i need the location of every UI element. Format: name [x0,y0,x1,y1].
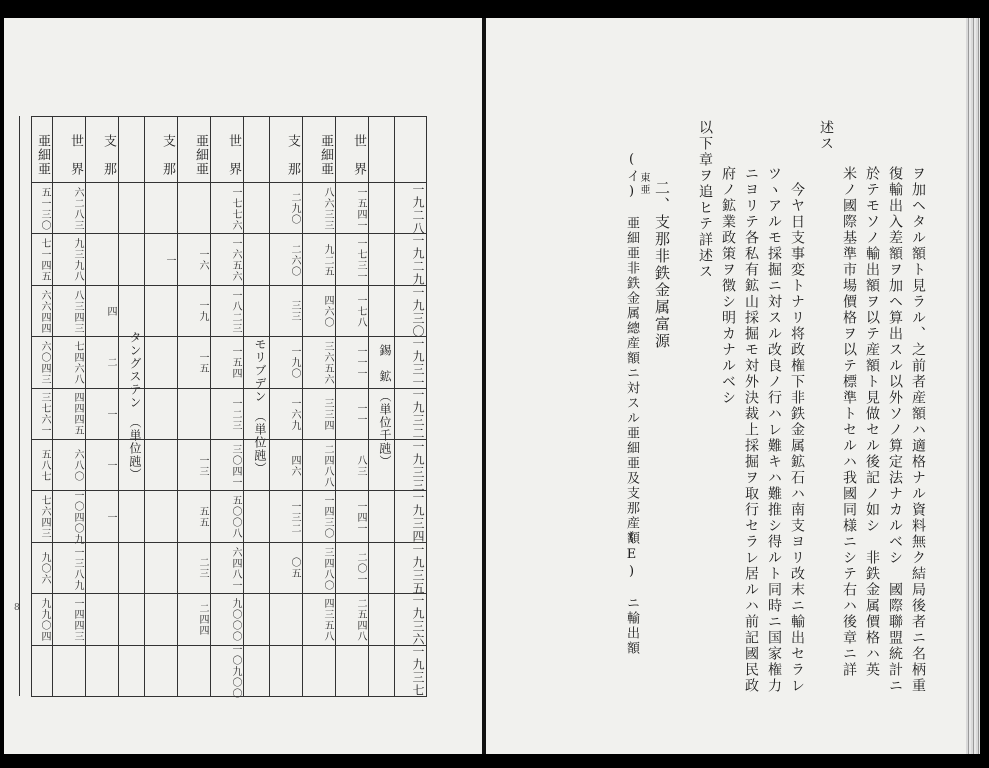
table-cell [144,496,177,537]
year-label: 一九三四 [411,491,425,544]
table-cell: 三七六一 [39,392,50,437]
text-line: ツヽアルモ採掘ニ対スル改良ノ行ハレ難キハ難推シ得ルト同時ニ国家権力 [766,166,782,694]
table-cell: 六二八三 [72,186,83,231]
table-grid-line [31,645,427,646]
table-cell: 一一一 [355,346,366,380]
table-cell: 一四三〇 [322,495,333,540]
table-cell [144,651,177,692]
table-cell: 五〇〇八 [230,495,241,540]
row-label: 亜細亜 [318,134,333,176]
table-cell: 一四四三 [72,597,83,642]
text-line: 今ヤ日支事変トナリ将政権下非鉄金属鉱石ハ南支ヨリ改末ニ輸出セラレ [789,166,805,694]
text-line: 以下章ヲ追ヒテ詳述ス [697,120,713,280]
table-cell: 一九〇 [289,346,300,380]
table-cell: 五一三〇 [39,186,50,231]
table-cell: 四六 [289,454,300,477]
table-cell [52,651,85,692]
table-cell [269,651,302,692]
year-label: 一九三七 [411,645,425,698]
text-line: ニヨリテ各私有鉱山採掘モ対外決裁上採掘ヲ取行セラレ居ルハ前記國民政 [743,166,759,694]
row-label: 支 那 [160,134,175,176]
table-cell: 六八〇 [72,449,83,483]
table-cell: 一六五六 [230,238,241,283]
table-cell: 四三五八 [322,597,333,642]
table-cell [19,651,52,692]
table-grid-line [31,439,427,440]
table-cell: 二〇一 [355,551,366,585]
table-cell: 一七七六 [230,186,241,231]
table-grid-line [426,116,427,696]
table-cell: 一七八 [355,294,366,328]
table-grid-line [31,593,427,594]
table-grid-line [31,696,427,697]
text-line: 府ノ鉱業政策ヲ徴シ明カナルベシ [720,166,736,406]
text-line: 於テモソノ輸出額ヲ以テ産額ト見做セル後記ノ如シ 非鉄金属價格ハ英 [864,166,880,678]
year-label: 一九二九 [411,234,425,287]
row-label: 世 界 [226,134,241,176]
table-cell: 三四八〇 [322,546,333,591]
table-cell [144,445,177,486]
text-line: 述ス [818,120,834,152]
row-label: 支 那 [285,134,300,176]
table-cell [85,548,118,589]
table-cell: 一〇四〇九 [72,489,83,545]
year-label: 一九三三 [411,439,425,492]
row-label: 亜細亜 [35,134,50,176]
table-cell [144,342,177,383]
table-cell: 〇五 [289,557,300,580]
table-cell: 六六四四 [39,289,50,334]
table-cell: 九〇〇〇 [230,597,241,642]
table-cell [144,599,177,640]
table-cell: 二四四 [197,603,208,637]
table-cell: 三〇四一 [230,443,241,488]
page-number: 8 [14,603,20,613]
table-cell: 一二三 [230,397,241,431]
table-cell [144,548,177,589]
table-grid-line [31,285,427,286]
table-cell: 三三 [289,300,300,323]
table-cell: 七一四五 [39,238,50,283]
table-cell: 一〇九〇〇 [230,643,241,699]
year-label: 一九三二 [411,388,425,441]
table-cell: 一七三一 [355,238,366,283]
year-label: 一九三六 [411,593,425,646]
table-cell: 八三四三 [72,289,83,334]
table-cell: 二四八八 [322,443,333,488]
row-label: 亜細亜 [193,134,208,176]
table-cell: 一 [105,460,116,472]
table-cell: 一三二 [289,500,300,534]
table-grid-line [31,490,427,491]
table-cell [85,599,118,640]
section-heading: 二、支那非鉄金属富源 [653,180,671,350]
row-label: 支 那 [101,134,116,176]
year-label: 一九三五 [411,542,425,595]
table-cell: 五五 [197,506,208,529]
table-cell [144,394,177,435]
section-title: タングステン （単位瓲） [128,331,142,481]
table-cell: 一五 [197,351,208,374]
table-cell: 一六九 [289,397,300,431]
table-cell: 一五四 [230,346,241,380]
table-cell: 四 [105,305,116,317]
table-cell [177,394,210,435]
table-cell: 一 [105,511,116,523]
table-cell: 九〇六 [39,551,50,585]
table-cell: 三三四 [322,397,333,431]
table-cell: 一五四一 [355,186,366,231]
table-cell: 四六〇 [322,294,333,328]
table-cell: 七六四三 [39,495,50,540]
table-cell: 八六三三 [322,186,333,231]
marginal-note: 東亜 [638,172,649,196]
table-cell [177,651,210,692]
table-cell: 二九〇 [289,192,300,226]
table-cell: 三六五六 [322,340,333,385]
table-cell: 一 [164,254,175,266]
year-label: 一九二八 [411,182,425,235]
table-cell: 一九 [197,300,208,323]
table-cell: 八三 [355,454,366,477]
table-grid-line [31,116,427,117]
table-cell: 六四八一 [230,546,241,591]
table-cell: 二五四八 [355,597,366,642]
table-grid-line [31,233,427,234]
subsection-heading: (イ) 亜細亜非鉄金属總産額ニ対スル亜細亜及支那産額 [624,152,639,546]
table-cell: 一六 [197,249,208,272]
table-cell: 一四一 [355,500,366,534]
table-cell [302,651,335,692]
text-line: ヲ加ヘタル額ト見ラル、之前者産額ハ適格ナル資料無ク結局後者ニ名柄重 [910,166,926,694]
table-cell: 六〇四三 [39,340,50,385]
table-cell: 二六〇 [289,243,300,277]
table-cell: 五八七 [39,449,50,483]
section-title: モリブデン （単位瓲） [253,337,267,475]
table-cell [335,651,368,692]
table-cell: 一 [105,408,116,420]
table-cell: 二 [105,357,116,369]
statistics-table [31,116,427,699]
table-cell: 九三九八 [72,238,83,283]
table-cell: 九二五 [322,243,333,277]
page-edge [966,18,980,754]
subsection-note: (E) ニ輸出額 [624,530,639,656]
text-line: 復輸出入差額ヲ加ヘ算出スル以外ソノ算定法ナカルベシ 國際聯盟統計ニ [887,166,903,694]
table-cell: 一三 [197,454,208,477]
table-cell [269,599,302,640]
row-label: 世 界 [68,134,83,176]
section-title: 錫 鉱 （単位千瓲） [378,344,392,468]
text-line: 米ノ國際基準市場價格ヲ以テ標準トセルハ我國同様ニシテ右ハ後章ニ詳 [841,166,857,678]
table-cell: 一一 [355,403,366,426]
table-cell [144,188,177,229]
right-page [486,18,966,754]
table-cell: 一三八九 [72,546,83,591]
table-grid-line [31,116,32,696]
table-grid-line [31,182,427,183]
table-cell [85,651,118,692]
table-cell [144,291,177,332]
left-page [4,18,483,754]
table-cell: 七四六八 [72,340,83,385]
table-grid-line [31,336,427,337]
table-cell: 四四四五 [72,392,83,437]
table-cell [85,188,118,229]
table-cell [177,188,210,229]
table-grid-line [31,388,427,389]
table-grid-line [31,542,427,543]
year-label: 一九三〇 [411,285,425,338]
year-label: 一九三一 [411,336,425,389]
table-cell: 二三 [197,557,208,580]
row-label: 世 界 [351,134,366,176]
table-cell: 九九〇四 [39,597,50,642]
table-cell [85,239,118,280]
table-cell: 一八二三 [230,289,241,334]
